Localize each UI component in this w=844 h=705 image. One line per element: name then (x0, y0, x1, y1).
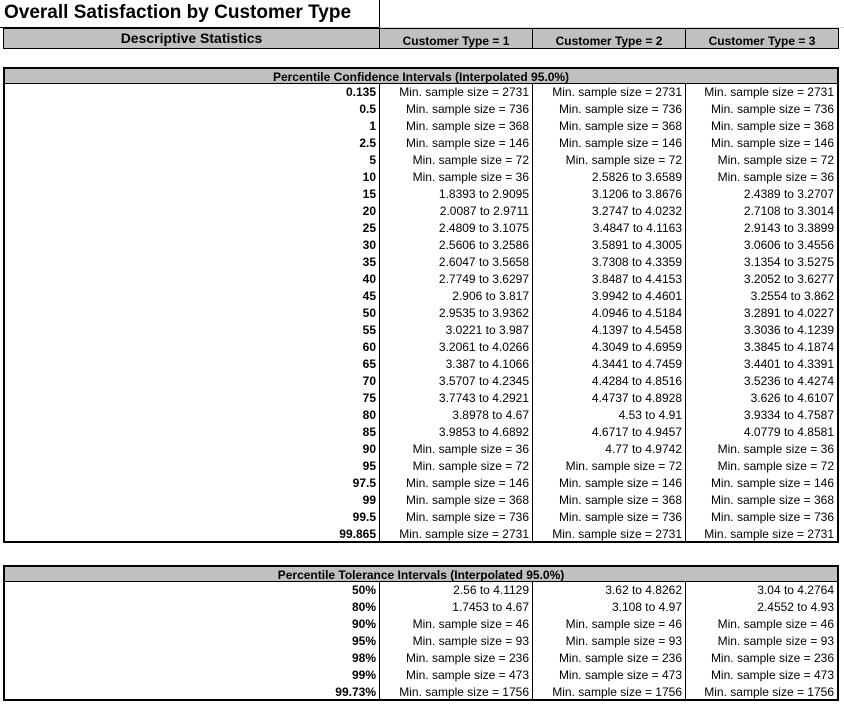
table-row (0, 288, 844, 305)
title-row (0, 0, 844, 28)
interval-cell-type-1[interactable]: Min. sample size = 736 (380, 101, 533, 118)
percentile-label[interactable]: 99% (3, 667, 380, 684)
percentile-label[interactable]: 15 (3, 186, 380, 203)
interval-cell-type-2[interactable]: 4.0946 to 4.5184 (533, 305, 686, 322)
interval-cell-type-1[interactable]: Min. sample size = 146 (380, 135, 533, 152)
interval-cell-type-2[interactable]: Min. sample size = 736 (533, 509, 686, 526)
interval-cell-type-1[interactable]: 2.906 to 3.817 (380, 288, 533, 305)
column-header-row (0, 28, 844, 49)
table-row (0, 475, 844, 492)
tolerance-title[interactable]: Percentile Tolerance Intervals (Interpolated 95.0%) (3, 565, 839, 582)
percentile-label[interactable]: 30 (3, 237, 380, 254)
percentile-label[interactable]: 20 (3, 203, 380, 220)
interval-cell-type-2[interactable]: 3.108 to 4.97 (533, 599, 686, 616)
interval-cell-type-3[interactable]: Min. sample size = 368 (686, 118, 839, 135)
interval-cell-type-3[interactable]: Min. sample size = 473 (686, 667, 839, 684)
interval-cell-type-2[interactable]: 3.8487 to 4.4153 (533, 271, 686, 288)
table-row (0, 407, 844, 424)
percentile-label[interactable]: 50% (3, 582, 380, 599)
interval-cell-type-2[interactable]: Min. sample size = 473 (533, 667, 686, 684)
table-row (0, 339, 844, 356)
table-row (0, 373, 844, 390)
interval-cell-type-1[interactable]: Min. sample size = 2731 (380, 84, 533, 101)
interval-cell-type-1[interactable]: Min. sample size = 46 (380, 616, 533, 633)
percentile-label[interactable]: 99.73% (3, 684, 380, 701)
table-row (0, 118, 844, 135)
interval-cell-type-2[interactable]: Min. sample size = 146 (533, 135, 686, 152)
interval-cell-type-2[interactable]: 4.4737 to 4.8928 (533, 390, 686, 407)
interval-cell-type-1[interactable]: 2.9535 to 3.9362 (380, 305, 533, 322)
interval-cell-type-2[interactable]: Min. sample size = 1756 (533, 684, 686, 701)
interval-cell-type-3[interactable]: 3.3845 to 4.1874 (686, 339, 839, 356)
interval-cell-type-2[interactable]: Min. sample size = 368 (533, 118, 686, 135)
table-row (0, 135, 844, 152)
interval-cell-type-3[interactable]: 2.4552 to 4.93 (686, 599, 839, 616)
percentile-label[interactable]: 1 (3, 118, 380, 135)
table-row (0, 633, 844, 650)
table-row (0, 458, 844, 475)
percentile-label[interactable]: 2.5 (3, 135, 380, 152)
column-header-type-3[interactable]: Customer Type = 3 (685, 28, 839, 49)
percentile-label[interactable]: 90 (3, 441, 380, 458)
interval-cell-type-3[interactable]: Min. sample size = 146 (686, 135, 839, 152)
interval-cell-type-2[interactable]: Min. sample size = 2731 (533, 84, 686, 101)
interval-cell-type-3[interactable]: Min. sample size = 72 (686, 152, 839, 169)
interval-cell-type-1[interactable]: 1.7453 to 4.67 (380, 599, 533, 616)
interval-cell-type-3[interactable]: 3.5236 to 4.4274 (686, 373, 839, 390)
interval-cell-type-3[interactable]: Min. sample size = 146 (686, 475, 839, 492)
interval-cell-type-3[interactable]: Min. sample size = 236 (686, 650, 839, 667)
interval-cell-type-2[interactable]: 2.5826 to 3.6589 (533, 169, 686, 186)
interval-cell-type-1[interactable]: Min. sample size = 368 (380, 492, 533, 509)
table-row (0, 616, 844, 633)
table-row (0, 356, 844, 373)
interval-cell-type-3[interactable]: 3.2554 to 3.862 (686, 288, 839, 305)
table-row (0, 84, 844, 101)
table-row (0, 390, 844, 407)
interval-cell-type-1[interactable]: 3.2061 to 4.0266 (380, 339, 533, 356)
table-row (0, 667, 844, 684)
percentile-label[interactable]: 65 (3, 356, 380, 373)
interval-cell-type-2[interactable]: 4.1397 to 4.5458 (533, 322, 686, 339)
interval-cell-type-3[interactable]: 2.7108 to 3.3014 (686, 203, 839, 220)
interval-cell-type-3[interactable]: Min. sample size = 2731 (686, 526, 839, 543)
interval-cell-type-1[interactable]: 3.7743 to 4.2921 (380, 390, 533, 407)
interval-cell-type-1[interactable]: 2.7749 to 3.6297 (380, 271, 533, 288)
table-row (0, 101, 844, 118)
interval-cell-type-3[interactable]: 3.04 to 4.2764 (686, 582, 839, 599)
interval-cell-type-2[interactable]: Min. sample size = 146 (533, 475, 686, 492)
interval-cell-type-3[interactable]: 3.0606 to 3.4556 (686, 237, 839, 254)
confidence-title[interactable]: Percentile Confidence Intervals (Interpolated 95.0%) (3, 67, 839, 84)
interval-cell-type-2[interactable]: 3.4847 to 4.1163 (533, 220, 686, 237)
interval-cell-type-2[interactable]: 3.2747 to 4.0232 (533, 203, 686, 220)
interval-cell-type-3[interactable]: 3.1354 to 3.5275 (686, 254, 839, 271)
table-row (0, 684, 844, 701)
table-row (0, 492, 844, 509)
interval-cell-type-1[interactable]: 2.5606 to 3.2586 (380, 237, 533, 254)
interval-cell-type-2[interactable]: Min. sample size = 93 (533, 633, 686, 650)
percentile-label[interactable]: 0.135 (3, 84, 380, 101)
interval-cell-type-3[interactable]: 3.3036 to 4.1239 (686, 322, 839, 339)
table-row (0, 650, 844, 667)
percentile-label[interactable]: 0.5 (3, 101, 380, 118)
interval-cell-type-3[interactable]: Min. sample size = 46 (686, 616, 839, 633)
percentile-label[interactable]: 25 (3, 220, 380, 237)
percentile-label[interactable]: 80% (3, 599, 380, 616)
percentile-label[interactable]: 40 (3, 271, 380, 288)
interval-cell-type-1[interactable]: Min. sample size = 236 (380, 650, 533, 667)
interval-cell-type-2[interactable]: Min. sample size = 72 (533, 152, 686, 169)
table-row (0, 526, 844, 543)
percentile-label[interactable]: 50 (3, 305, 380, 322)
table-row (0, 424, 844, 441)
interval-cell-type-1[interactable]: 3.0221 to 3.987 (380, 322, 533, 339)
interval-cell-type-2[interactable]: Min. sample size = 72 (533, 458, 686, 475)
interval-cell-type-3[interactable]: Min. sample size = 72 (686, 458, 839, 475)
interval-cell-type-3[interactable]: Min. sample size = 93 (686, 633, 839, 650)
percentile-label[interactable]: 55 (3, 322, 380, 339)
interval-cell-type-1[interactable]: 2.56 to 4.1129 (380, 582, 533, 599)
interval-cell-type-1[interactable]: Min. sample size = 146 (380, 475, 533, 492)
table-row (0, 237, 844, 254)
percentile-label[interactable]: 10 (3, 169, 380, 186)
interval-cell-type-1[interactable]: Min. sample size = 72 (380, 458, 533, 475)
table-row (0, 203, 844, 220)
interval-cell-type-3[interactable]: Min. sample size = 36 (686, 441, 839, 458)
percentile-label[interactable]: 95 (3, 458, 380, 475)
interval-cell-type-1[interactable]: Min. sample size = 473 (380, 667, 533, 684)
interval-cell-type-3[interactable]: 3.4401 to 4.3391 (686, 356, 839, 373)
confidence-title-row (0, 67, 844, 84)
interval-cell-type-3[interactable]: 3.9334 to 4.7587 (686, 407, 839, 424)
interval-cell-type-1[interactable]: 3.387 to 4.1066 (380, 356, 533, 373)
table-row (0, 152, 844, 169)
percentile-label[interactable]: 97.5 (3, 475, 380, 492)
percentile-label[interactable]: 75 (3, 390, 380, 407)
interval-cell-type-2[interactable]: 4.3441 to 4.7459 (533, 356, 686, 373)
table-row (0, 599, 844, 616)
table-row (0, 509, 844, 526)
interval-cell-type-3[interactable]: Min. sample size = 736 (686, 101, 839, 118)
interval-cell-type-3[interactable]: Min. sample size = 1756 (686, 684, 839, 701)
interval-cell-type-3[interactable]: 3.626 to 4.6107 (686, 390, 839, 407)
interval-cell-type-3[interactable]: Min. sample size = 2731 (686, 84, 839, 101)
percentile-label[interactable]: 98% (3, 650, 380, 667)
percentile-label[interactable]: 99.865 (3, 526, 380, 543)
table-row (0, 322, 844, 339)
interval-cell-type-2[interactable]: Min. sample size = 368 (533, 492, 686, 509)
interval-cell-type-1[interactable]: 2.4809 to 3.1075 (380, 220, 533, 237)
interval-cell-type-1[interactable]: Min. sample size = 2731 (380, 526, 533, 543)
interval-cell-type-2[interactable]: Min. sample size = 2731 (533, 526, 686, 543)
interval-cell-type-1[interactable]: 1.8393 to 2.9095 (380, 186, 533, 203)
interval-cell-type-3[interactable]: Min. sample size = 368 (686, 492, 839, 509)
interval-cell-type-1[interactable]: 3.9853 to 4.6892 (380, 424, 533, 441)
sheet-title[interactable]: Overall Satisfaction by Customer Type (0, 0, 380, 28)
column-header-type-2[interactable]: Customer Type = 2 (532, 28, 686, 49)
interval-cell-type-1[interactable]: 3.5707 to 4.2345 (380, 373, 533, 390)
interval-cell-type-1[interactable]: Min. sample size = 368 (380, 118, 533, 135)
stats-header[interactable]: Descriptive Statistics (3, 28, 380, 49)
percentile-label[interactable]: 60 (3, 339, 380, 356)
percentile-label[interactable]: 35 (3, 254, 380, 271)
interval-cell-type-3[interactable]: 2.9143 to 3.3899 (686, 220, 839, 237)
percentile-label[interactable]: 85 (3, 424, 380, 441)
interval-cell-type-2[interactable]: 3.5891 to 4.3005 (533, 237, 686, 254)
table-row (0, 186, 844, 203)
table-row (0, 441, 844, 458)
table-row (0, 169, 844, 186)
tolerance-title-row (0, 565, 844, 582)
percentile-label[interactable]: 90% (3, 616, 380, 633)
interval-cell-type-2[interactable]: 3.62 to 4.8262 (533, 582, 686, 599)
table-row (0, 254, 844, 271)
interval-cell-type-2[interactable]: 4.4284 to 4.8516 (533, 373, 686, 390)
interval-cell-type-1[interactable]: 2.6047 to 3.5658 (380, 254, 533, 271)
interval-cell-type-1[interactable]: Min. sample size = 36 (380, 441, 533, 458)
interval-cell-type-3[interactable]: 4.0779 to 4.8581 (686, 424, 839, 441)
interval-cell-type-2[interactable]: 3.1206 to 3.8676 (533, 186, 686, 203)
percentile-label[interactable]: 45 (3, 288, 380, 305)
interval-cell-type-1[interactable]: Min. sample size = 736 (380, 509, 533, 526)
interval-cell-type-1[interactable]: Min. sample size = 72 (380, 152, 533, 169)
table-row (0, 271, 844, 288)
interval-cell-type-2[interactable]: 3.9942 to 4.4601 (533, 288, 686, 305)
interval-cell-type-3[interactable]: 3.2052 to 3.6277 (686, 271, 839, 288)
percentile-label[interactable]: 70 (3, 373, 380, 390)
interval-cell-type-1[interactable]: Min. sample size = 1756 (380, 684, 533, 701)
percentile-label[interactable]: 95% (3, 633, 380, 650)
interval-cell-type-3[interactable]: Min. sample size = 36 (686, 169, 839, 186)
interval-cell-type-1[interactable]: 2.0087 to 2.9711 (380, 203, 533, 220)
interval-cell-type-2[interactable]: 4.77 to 4.9742 (533, 441, 686, 458)
percentile-label[interactable]: 99 (3, 492, 380, 509)
interval-cell-type-1[interactable]: Min. sample size = 93 (380, 633, 533, 650)
title-row-empty[interactable] (379, 0, 844, 28)
interval-cell-type-3[interactable]: Min. sample size = 736 (686, 509, 839, 526)
table-row (0, 305, 844, 322)
interval-cell-type-2[interactable]: 4.6717 to 4.9457 (533, 424, 686, 441)
interval-cell-type-3[interactable]: 2.4389 to 3.2707 (686, 186, 839, 203)
interval-cell-type-2[interactable]: 4.3049 to 4.6959 (533, 339, 686, 356)
interval-cell-type-2[interactable]: 4.53 to 4.91 (533, 407, 686, 424)
interval-cell-type-2[interactable]: 3.7308 to 4.3359 (533, 254, 686, 271)
interval-cell-type-2[interactable]: Min. sample size = 736 (533, 101, 686, 118)
percentile-label[interactable]: 80 (3, 407, 380, 424)
interval-cell-type-1[interactable]: 3.8978 to 4.67 (380, 407, 533, 424)
interval-cell-type-2[interactable]: Min. sample size = 46 (533, 616, 686, 633)
interval-cell-type-1[interactable]: Min. sample size = 36 (380, 169, 533, 186)
column-header-type-1[interactable]: Customer Type = 1 (379, 28, 533, 49)
interval-cell-type-2[interactable]: Min. sample size = 236 (533, 650, 686, 667)
percentile-label[interactable]: 5 (3, 152, 380, 169)
table-row (0, 582, 844, 599)
table-row (0, 220, 844, 237)
interval-cell-type-3[interactable]: 3.2891 to 4.0227 (686, 305, 839, 322)
percentile-label[interactable]: 99.5 (3, 509, 380, 526)
